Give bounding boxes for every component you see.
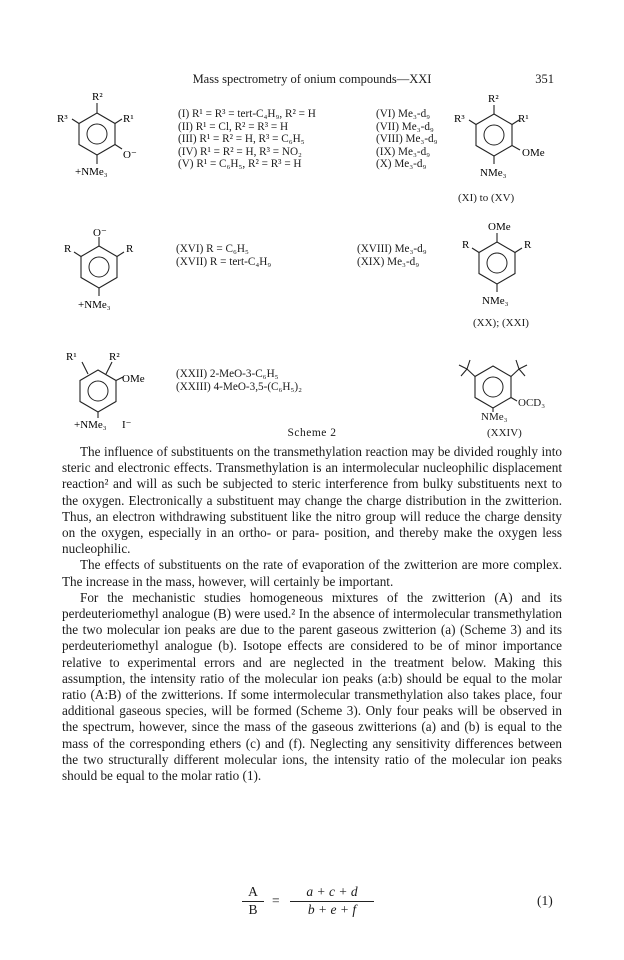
list-item: (XVIII) Me₃-d₉ <box>357 243 427 255</box>
svg-text:R²: R² <box>488 93 499 105</box>
paragraph: The influence of substituents on the transmethylation reaction may be divided roughly into steric and electronic effects. Transmethylation is an intermolecular nucleophilic displacement reaction² and will as such be subjected to steric interference from bulky substituents next to the oxygen. Electronically a substituent may change the charge distribution in the zwitterion. Thus, an electron withdrawing substituent like the nitro group will reduce the charge density on the oxygen, especially in an ortho- or para- position, and thereby make the oxygen less nucleophilic. <box>62 444 562 557</box>
structure-di-tert-butyl-anisole <box>444 346 566 418</box>
svg-text:R³: R³ <box>454 113 465 125</box>
list-item: (VII) Me₃-d₉ <box>376 120 434 133</box>
list-item: (VI) Me₃-d₉ <box>376 108 431 120</box>
svg-text:R¹: R¹ <box>66 351 77 363</box>
equation-number: (1) <box>537 893 553 908</box>
svg-text:+NMe₃: +NMe₃ <box>78 299 111 311</box>
list-item: (IV) R¹ = R² = H, R³ = NO₂ <box>178 145 302 158</box>
structure-anisole-2 <box>448 218 558 314</box>
list-item: (XVII) R = tert-C₄H₉ <box>176 255 272 268</box>
list-item: (VIII) Me₃-d₉ <box>376 133 438 146</box>
label-nme3: +NMe₃ <box>75 166 108 178</box>
label-ocd3: OCD₃ <box>518 397 546 409</box>
svg-text:R: R <box>64 243 72 255</box>
svg-text:R¹: R¹ <box>518 113 529 125</box>
rhs-denominator: b + e + f <box>307 902 357 917</box>
structure-anisole-salt <box>56 348 178 430</box>
lhs-numerator: A <box>248 884 258 899</box>
structure-caption: (XXIV) <box>487 427 522 439</box>
svg-text:O⁻: O⁻ <box>93 227 107 239</box>
structure-phenoxide-1 <box>50 88 150 196</box>
svg-text:R: R <box>462 239 470 251</box>
svg-text:NMe₃: NMe₃ <box>480 167 507 179</box>
lhs-denominator: B <box>248 902 258 917</box>
list-item: (III) R¹ = R² = H, R³ = C₆H₅ <box>178 133 305 146</box>
svg-text:+NMe₃: +NMe₃ <box>74 419 107 430</box>
paragraph: For the mechanistic studies homogeneous mixtures of the zwitterion (A) and its perdeuteriomethyl analogue (B) were used.² In the absence of intermolecular transmethylation the two molecular ion peaks are due to the parent gaseous zwitterion (a) (Scheme 3) and its perdeuteriomethyl analogue (b). Isotope effects are considered to be of minor importance relative to experimental errors and are neglected in the treatment below. Making this assumption, the intensity ratio of the molecular ion peaks (a:b) should be equal to the molar ratio (A:B) of the zwitterions. If some intermolecular transmethylation also takes place, four additional gaseous species, will be formed (Scheme 3). Only four peaks will be observed in the spectrum, however, since the mass of the gaseous zwitterions (a) and (b) is equal to the mass of the corresponding ethers (c) and (f). Neglecting any sensitivity differences between the two structurally different molecular ions, the intensity ratio of the molecular ion peaks should be equal to the molar ratio (1). <box>62 589 562 784</box>
compound-list-2 <box>176 243 271 268</box>
structure-caption: (XX); (XXI) <box>473 317 529 329</box>
running-title: Mass spectrometry of onium compounds—XXI <box>192 72 432 86</box>
svg-text:R: R <box>524 239 532 251</box>
list-item: (XVI) R = C₆H₅ <box>176 243 249 255</box>
rhs-numerator: a + c + d <box>306 884 358 899</box>
equals-sign: = <box>272 893 280 908</box>
compound-list-2-deuterated <box>357 243 427 268</box>
svg-text:I⁻: I⁻ <box>122 419 132 430</box>
list-item: (XXIII) 4-MeO-3,5-(C₆H₅)₂ <box>176 380 303 393</box>
svg-text:R: R <box>126 243 134 255</box>
list-item: (X) Me₃-d₉ <box>376 158 427 171</box>
svg-text:NMe₃: NMe₃ <box>482 295 509 307</box>
list-item: (I) R¹ = R³ = tert-C₄H₉, R² = H <box>178 108 316 120</box>
structure-caption: (XI) to (XV) <box>458 192 515 204</box>
list-item: (V) R¹ = C₆H₅, R² = R³ = H <box>178 158 302 171</box>
label-oxide: O⁻ <box>123 149 137 161</box>
structure-anisole-1 <box>452 92 562 190</box>
compound-list-1 <box>178 108 316 171</box>
page-number: 351 <box>535 72 554 86</box>
list-item: (XXII) 2-MeO-3-C₆H₅ <box>176 368 279 380</box>
svg-text:OMe: OMe <box>488 221 511 233</box>
body-text <box>62 444 562 784</box>
svg-text:OMe: OMe <box>522 147 545 159</box>
label-nme3: NMe₃ <box>481 411 508 423</box>
paragraph: The effects of substituents on the rate of evaporation of the zwitterion are more complex. The increase in the mass, however, will certainly be important. <box>62 557 562 589</box>
label-r1: R¹ <box>123 113 134 125</box>
structure-phenoxide-2 <box>52 226 152 322</box>
compound-list-1-deuterated <box>376 108 438 171</box>
compound-list-3 <box>176 368 302 393</box>
label-r2: R² <box>92 91 103 103</box>
label-r3: R³ <box>57 113 68 125</box>
scheme-label: Scheme 2 <box>287 427 337 439</box>
svg-text:R²: R² <box>109 351 120 363</box>
list-item: (XIX) Me₃-d₉ <box>357 255 420 268</box>
list-item: (IX) Me₃-d₉ <box>376 145 431 158</box>
list-item: (II) R¹ = Cl, R² = R³ = H <box>178 120 289 133</box>
svg-text:OMe: OMe <box>122 373 145 385</box>
